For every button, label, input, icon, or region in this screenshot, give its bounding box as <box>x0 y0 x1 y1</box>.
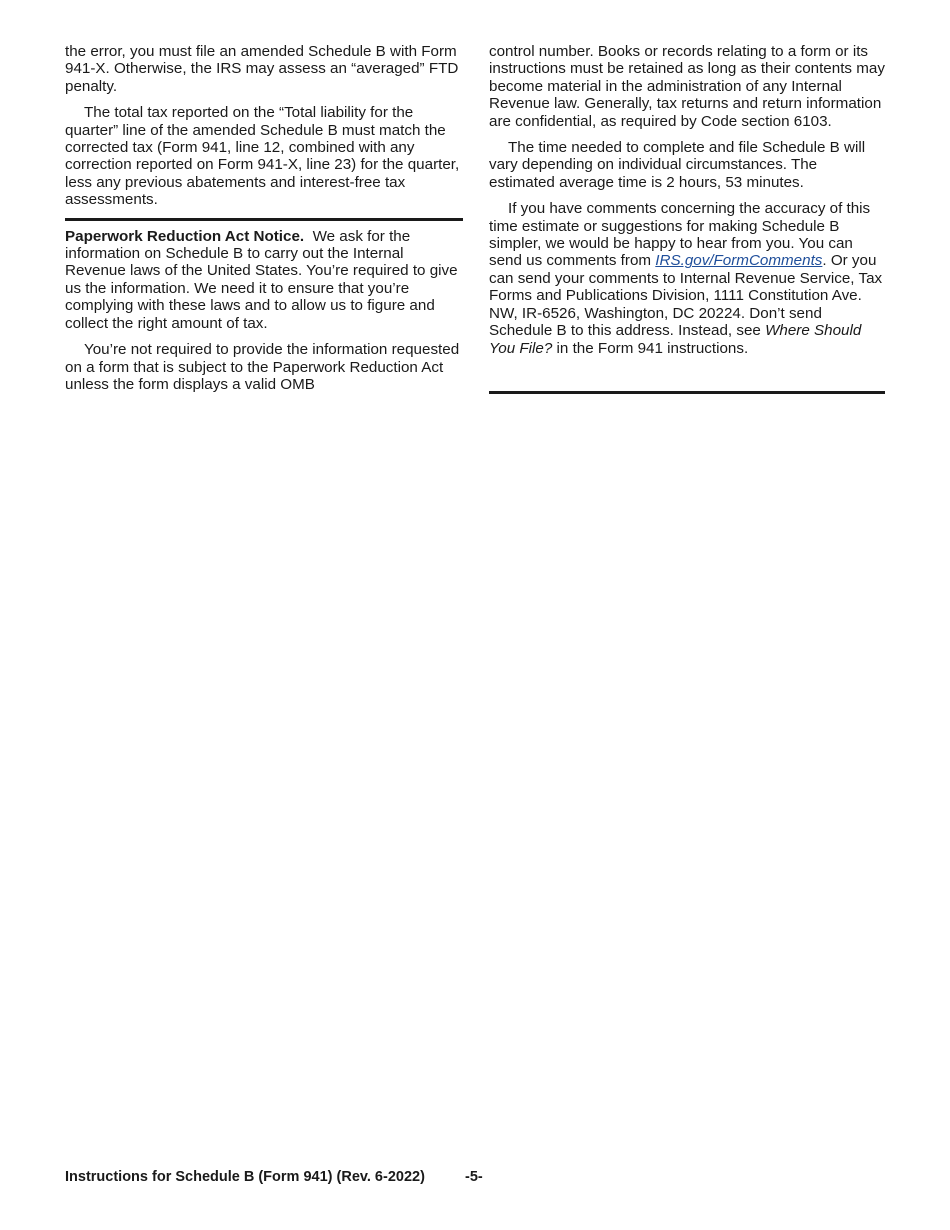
where-should-you-file-title: Where Should You File? <box>489 322 862 357</box>
left-paragraph-4: You’re not required to provide the information requested on a form that is subject to the Paperwork Reduction Act unless the form displays a valid OMB <box>65 341 460 393</box>
page-number: -5- <box>465 1169 483 1185</box>
left-paragraph-1: the error, you must file an amended Schedule B with Form 941-X. Otherwise, the IRS may assess an “averaged” FTD penalty. <box>65 43 459 95</box>
right-paragraph-2: The time needed to complete and file Schedule B will vary depending on individual circumstances. The estimated average time is 2 hours, 53 minutes. <box>489 139 866 191</box>
right-column <box>489 43 885 366</box>
footer-title: Instructions for Schedule B (Form 941) (Rev. 6-2022) <box>65 1169 425 1185</box>
end-of-text-rule <box>489 391 885 394</box>
right-paragraph-3 <box>489 200 885 357</box>
comments-text-end: in the Form 941 instructions. <box>552 339 749 357</box>
comments-text-after-link: . Or you can send your comments to Internal Revenue Service, Tax Forms and Publications Division, 1111 Constitution Ave. NW, IR-6526, Washington, DC 20224. Don’t send Schedule B to this address. Instead, see <box>489 252 883 340</box>
paperwork-reduction-heading: Paperwork Reduction Act Notice. <box>65 227 305 245</box>
form-comments-link[interactable]: IRS.gov/FormComments <box>655 252 823 270</box>
section-divider <box>65 218 463 221</box>
right-paragraph-1: control number. Books or records relating to a form or its instructions must be retained as long as their contents may become material in the administration of any Internal Revenue law. Generally, tax returns and return information are confidential, as required by Code section 6103. <box>489 43 885 130</box>
left-column <box>65 43 463 402</box>
paperwork-reduction-text: We ask for the information on Schedule B to carry out the Internal Revenue laws of the United States. You’re required to give us the information. We need it to ensure that you’re complying with these laws and to allow us to figure and collect the right amount of tax. <box>65 227 458 332</box>
paperwork-reduction-paragraph <box>65 228 463 332</box>
left-paragraph-2: The total tax reported on the “Total liability for the quarter” line of the amended Schedule B must match the corrected tax (Form 941, line 12, combined with any correction reported on Form 941-X, line 23) for the quarter, less any previous abatements and interest-free tax assessments. <box>65 104 460 209</box>
comments-text-before-link: If you have comments concerning the accuracy of this time estimate or suggestions for making Schedule B simpler, we would be happy to hear from you. You can send us comments from <box>489 200 871 270</box>
